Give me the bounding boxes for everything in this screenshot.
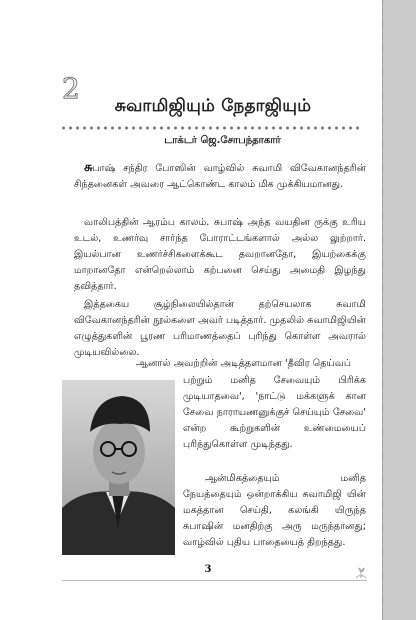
page-edge-decoration: [382, 0, 416, 620]
paragraph-text: இத்தகைய சூழ்நிலையில்தான் தற்செயலாக சுவாமி விவேகானந்தரின் நூல்களை அவர் படித்தார். முதலில் சுவாமிஜியின் எழுத்துகளின் பூரண பரிமாணத்தைப் புரிந்து கொள்ள அவரால் முடியவில்லை.: [74, 299, 366, 358]
paragraph-text: வாலிபத்தின் ஆரம்ப காலம். சுபாஷ் அந்த வயதின ருக்கு உரிய உடல், உணர்வு சார்ந்த போராட்டங்களால் அல்ல லுற்றார். இயல்பான உணர்ச்சிகளைக்கூட தவறானதோ, இயற்கைக்கு மாறானதோ என்றெல்லாம் கற்பனை செய்து அமைதி இழந்து தவித்தார்.: [74, 217, 366, 292]
page-number: 3: [204, 564, 212, 575]
chapter-number: 2: [62, 72, 80, 105]
paragraph-text: பாஷ் சந்திர போஸின் வாழ்வில் சுவாமி விவேகானந்தரின் சிந்தனைகள் அவரை ஆட்கொண்ட காலம் மிக முக்கியமானது.: [74, 163, 366, 190]
scalloped-border: [377, 0, 389, 620]
paragraph-4-wrap: பற்றும் மனித சேவையும் பிரிக்க முடியாதவை', 'நாட்டு மக்களுக் கான சேவை நாராயணனுக்குச் செய்யும் சேவை' என்ற கூற்றுகளின் உண்மையைப் புரிந்துகொள்ள முடிந்தது.: [183, 375, 366, 450]
flower-ornament-icon: [354, 567, 368, 579]
paragraph-4-intro: ஆனால் அவற்றின் அடித்தளமான 'தீவிர தெய்வப்: [136, 358, 352, 369]
portrait-photo: [62, 380, 175, 555]
drop-cap: சு: [84, 160, 93, 175]
paragraph-2: [74, 215, 366, 295]
author-name: டாக்டர் ஜெ.சோபந்தாகார்: [164, 135, 281, 146]
paragraph-text: ஆன்மிகத்தையும் மனித நேயத்தையும் ஒன்றாக்கிய சுவாமிஜி யின் மகத்தான செய்தி, கலங்கி யிருந்த சுபாஷின் மனதிற்கு அரு மருந்தானது; வாழ்வில் புதிய பாதையைத் திறந்தது.: [183, 473, 366, 548]
chapter-title: சுவாமிஜியும் நேதாஜியும்: [114, 96, 312, 116]
paragraph-1: [74, 160, 366, 193]
footer-rule: [62, 580, 367, 581]
paragraph-5: [183, 471, 366, 551]
dotted-divider: [60, 125, 360, 131]
paragraph-3: [74, 297, 366, 361]
